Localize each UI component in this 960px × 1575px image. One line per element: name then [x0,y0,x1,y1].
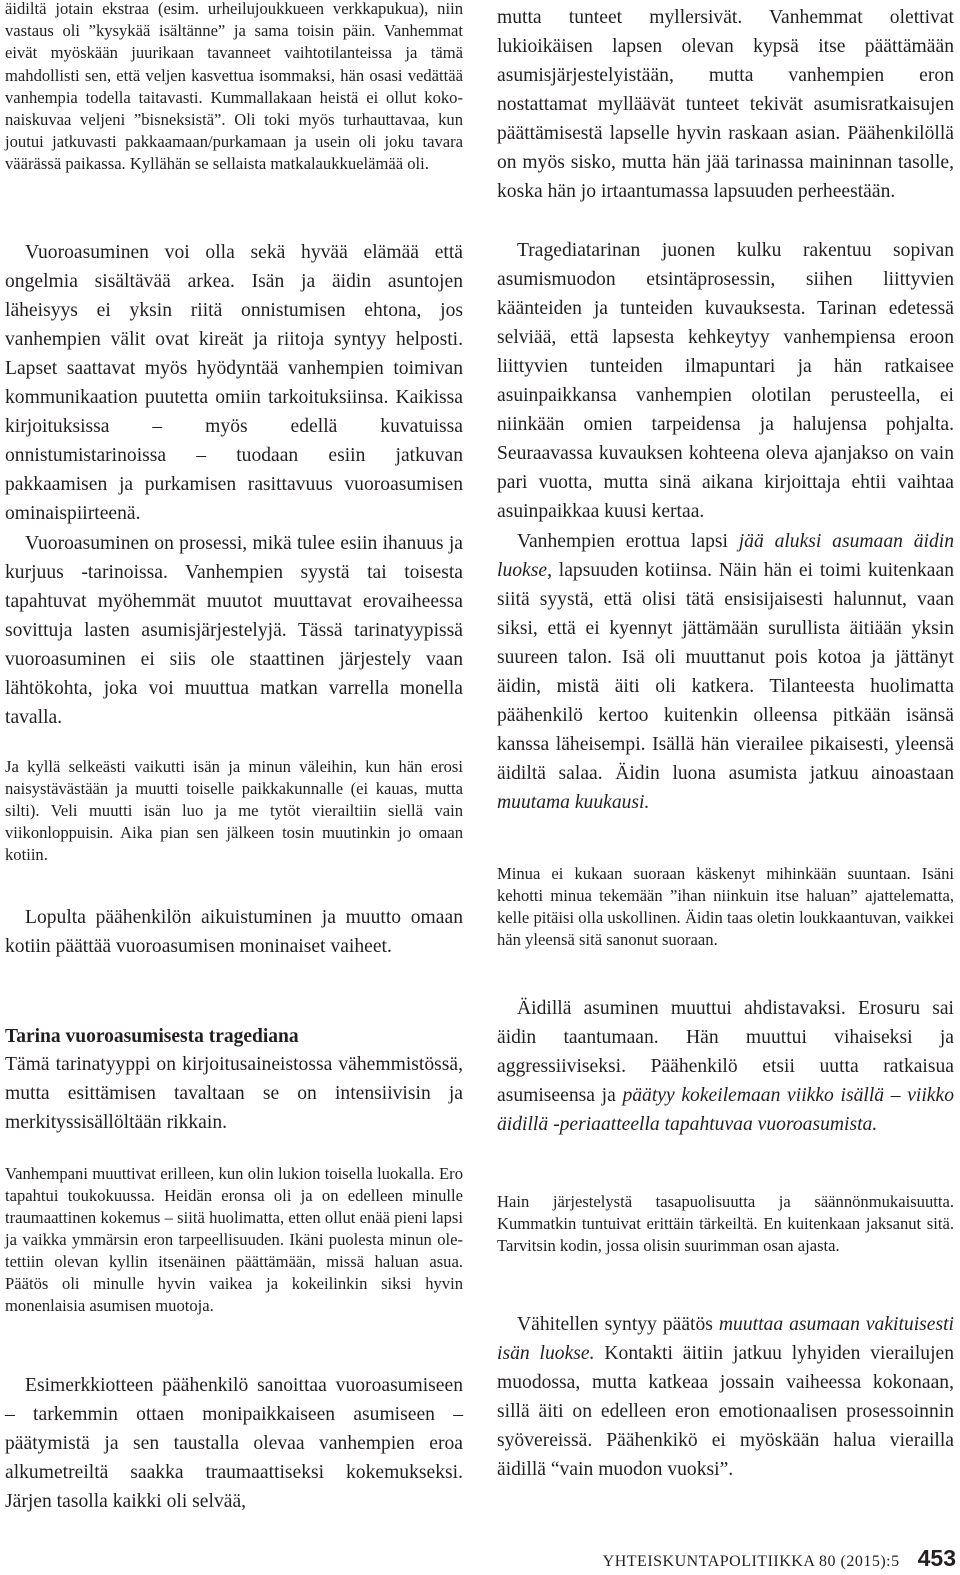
opening-quote-continued [5,0,463,176]
paragraph-mother-home [497,527,954,817]
journal-citation: YHTEISKUNTAPOLITIIKKA 80 (2015):5 [602,1553,900,1570]
paragraph-text: Lopulta päähenkilön aikuistuminen ja muutto omaan kotiin päättää vuoroasumisen moninaiset vaiheet. [5,907,463,957]
emphasis: päätyy kokeilemaan viikko isällä – viikko äidillä -periaatteella tapahtuvaa vuoroasumista. [497,1085,954,1135]
emphasis: jää aluksi asumaan äidin luokse [497,531,954,581]
quote-text: Hain järjestelystä tasapuolisuutta ja säännönmukaisuutta. Kummatkin tuntuivat erittäin tärkeiltä. En kuitenkaan jaksanut sitä. Tarvitsin kodin, jossa olisin suurimman osan ajasta. [497,1192,954,1255]
paragraph-text: mutta tunteet myllersivät. Vanhemmat olettivat lukioikäisen lapsen olevan kypsä itse päättämään asumisjärjestelyistään, mutta vanhempien eron nostattamat mylläävät tunteet tekivät asumisratkaisujen päättämisestä lapselle hyvin raskaan asian. Päähenkilöllä on myös sisko, mutta hän jää tarinassa maininnan tasolle, koska hän jo irtaantumassa lapsuuden perheestään. [497,7,954,202]
paragraph-example-excerpt [5,1371,463,1516]
quote-text: Minua ei kukaan suoraan käskenyt mihinkään suuntaan. Isäni kehotti minua tekemään ”ihan niinkuin itse haluan” ajattelematta, kelle pitäisi olla uskollinen. Äidin taas oletin loukkaantuvan, vaikkei hän yleensä sitä sanonut suoraan. [497,864,954,949]
paragraph-plot [497,236,954,526]
emphasis: muuttaa asumaan vakituisesti isän luokse. [497,1314,954,1364]
paragraph-text: Äidillä asuminen muuttui ahdistavaksi. Erosuru sai äidin taantumaan. Hän muuttui vihaiseksi ja aggressiiviseksi. Päähenkilö etsii uutta ratkaisua asumiseensa ja [497,998,954,1106]
paragraph-text: Esimerkkiotteen päähenkilö sanoittaa vuoroasumiseen – tarkemmin ottaen monipaikkaiseen asumiseen – päätymistä ja sen taustalla olevaa vanhempien eroa alkumetreiltä saakka traumaattiseksi kokemukseksi. Järjen tasolla kaikki oli selvää, [5,1375,463,1512]
quote-father-relationship [5,756,463,866]
paragraph-text: Vanhempien erottua lapsi [517,531,739,552]
page-footer [586,1545,956,1571]
paragraph-text: Kontakti äitiin jatkuu lyhyiden vierailujen muodossa, mutta katkeaa jossain vaiheessa kokonaan, sillä äiti on edelleen eron emotionaalisen prosessoinnin syövereissä. Päähenkikö ei myöskään halua vierailla äidillä “vain muodon vuoksi”. [497,1343,955,1480]
paragraph-decision [497,1310,954,1484]
page-number: 453 [917,1545,956,1571]
emphasis: muutama kuukausi. [497,792,650,813]
quote-fairness [497,1191,954,1257]
quote-text: Ja kyllä selkeästi vaikutti isän ja minun väleihin, kun hän erosi naisystävästään ja muutti toiselle paikkakunnalle (ei kauas, mutta silti). Veli muutti isän luo ja me tytöt vierailtiin siellä vain viikonloppuisin. Aika pian sen jälkeen tosin muutinkin jo omaan kotiin. [5,757,463,864]
paragraph-text: , lapsuuden kotiinsa. Näin hän ei toimi kuitenkaan siitä syystä, että olisi tätä ensisijaisesti halunnut, vaan siksi, että ei kyennyt jättämään surullista äitiään yksin suureen talon. Isä oli muuttanut pois kotoa ja jättänyt äidin, mistä äiti oli katkera. Tilanteesta huolimatta päähenkilö kertoo kuitenkin olleensa pitkään isänsä kanssa läheisempi. Isällä hän vierailee pikaisesti, yleensä äidiltä salaa. Äidin luona asumista jatkuu ainoastaan [497,560,954,784]
paragraph-emotions [497,3,954,206]
quote-text: Vanhempani muuttivat erilleen, kun olin lukion toisella luokalla. Ero tapahtui toukokuussa. Heidän eronsa oli ja on edelleen minulle traumaattinen kokemus – siitä huolimatta, etten ollut enää pieni lapsi ja vaikka ymmärsin eron tarpeellisuuden. Ikäni puolesta minun oletettiin olevan kyllin itsenäinen päättämään, missä haluan asua. Päätös oli minulle hyvin vaikea ja kokeilinkin siksi hyvin monenlaisia asumisen muotoja. [5,1164,463,1315]
quote-nobody-told [497,863,954,951]
paragraph-adulthood [5,903,463,961]
section-heading: Tarina vuoroasumisesta tragediana [5,1026,299,1047]
paragraph-text: Vuoroasuminen voi olla sekä hyvää elämää että ongelmia sisältävää arkea. Isän ja äidin asuntojen läheisyys ei yksin riitä onnistumisen ehtona, jos vanhempien välit ovat kireät ja riitoja syntyy helposti. Lapset saattavat myös hyödyntää vanhempien toimivan kommunikaation puutetta omiin tarkoituksiinsa. Kaikissa kirjoituksissa – myös edellä kuvatuissa onnistumistarinoissa – tuodaan esiin jatkuvan pakkaamisen ja purkamisen rasittavuus vuoroasumisen ominaispiirteenä. [5,242,463,524]
paragraph-process [5,529,463,732]
paragraph-alternating-residence [5,238,463,528]
paragraph-text: Vuoroasuminen on prosessi, mikä tulee esiin ihanuus ja kurjuus -tarinoissa. Vanhempien syystä tai toisesta tapahtuvat myöhemmät muutot muuttavat erovaiheessa sovittuja lasten asumisjärjestelyjä. Tässä tarinatyypissä vuoroasuminen ei siis ole staattinen järjestely vaan lähtökohta, joka voi muuttua matkan varrella monella tavalla. [5,533,463,728]
quote-text: äidiltä jotain ekstraa (esim. urheilujoukkueen verkkapukua), niin vastaus oli ”kysykää isältänne” ja sama toisin päin. Vanhemmat eivät myöskään juurikaan tavanneet vaihtotilanteissa ja tämä mahdollisti sen, että veljen kasvettua isommaksi, hän osasi vedättää vanhempia todella taitavasti. Kummallakaan heistä ei ollut kokonaiskuvaa veljeni ”bisneksistä”. Oli toki myös turhauttavaa, kun joutui jatkuvasti pakkaamaan/purkamaan ja usein oli joku tavara väärässä paikassa. Kyllähän se sellaista matkalaukkuelämää oli. [5,0,463,174]
quote-parents-separated [5,1163,463,1317]
paragraph-tragedy-intro [5,1050,463,1137]
paragraph-text: Vähitellen syntyy päätös [517,1314,719,1335]
paragraph-text: Tämä tarinatyyppi on kirjoitusaineistossa vähemmistössä, mutta esittämisen tavaltaan se on intensiivisin ja merkityssisällöltään rikkain. [5,1054,463,1133]
paragraph-anxiety [497,994,954,1139]
paragraph-text: Tragediatarinan juonen kulku rakentuu sopivan asumismuodon etsintäprosessin, siihen liittyvien käänteiden ja tunteiden kuvauksesta. Tarinan edetessä selviää, että lapsesta kehkeytyy vanhempiensa eroon liittyvien tunteiden ilmapuntari ja hän ratkaisee asuinpaikkansa vanhempien olotilan perusteella, ei niinkään omien tarpeidensa ja halujensa pohjalta. Seuraavassa kuvauksen kohteena oleva ajanjakso on vain pari vuotta, mutta sinä aikana kirjoittaja ehtii vaihtaa asuinpaikkaa kuusi kertaa. [497,240,954,522]
